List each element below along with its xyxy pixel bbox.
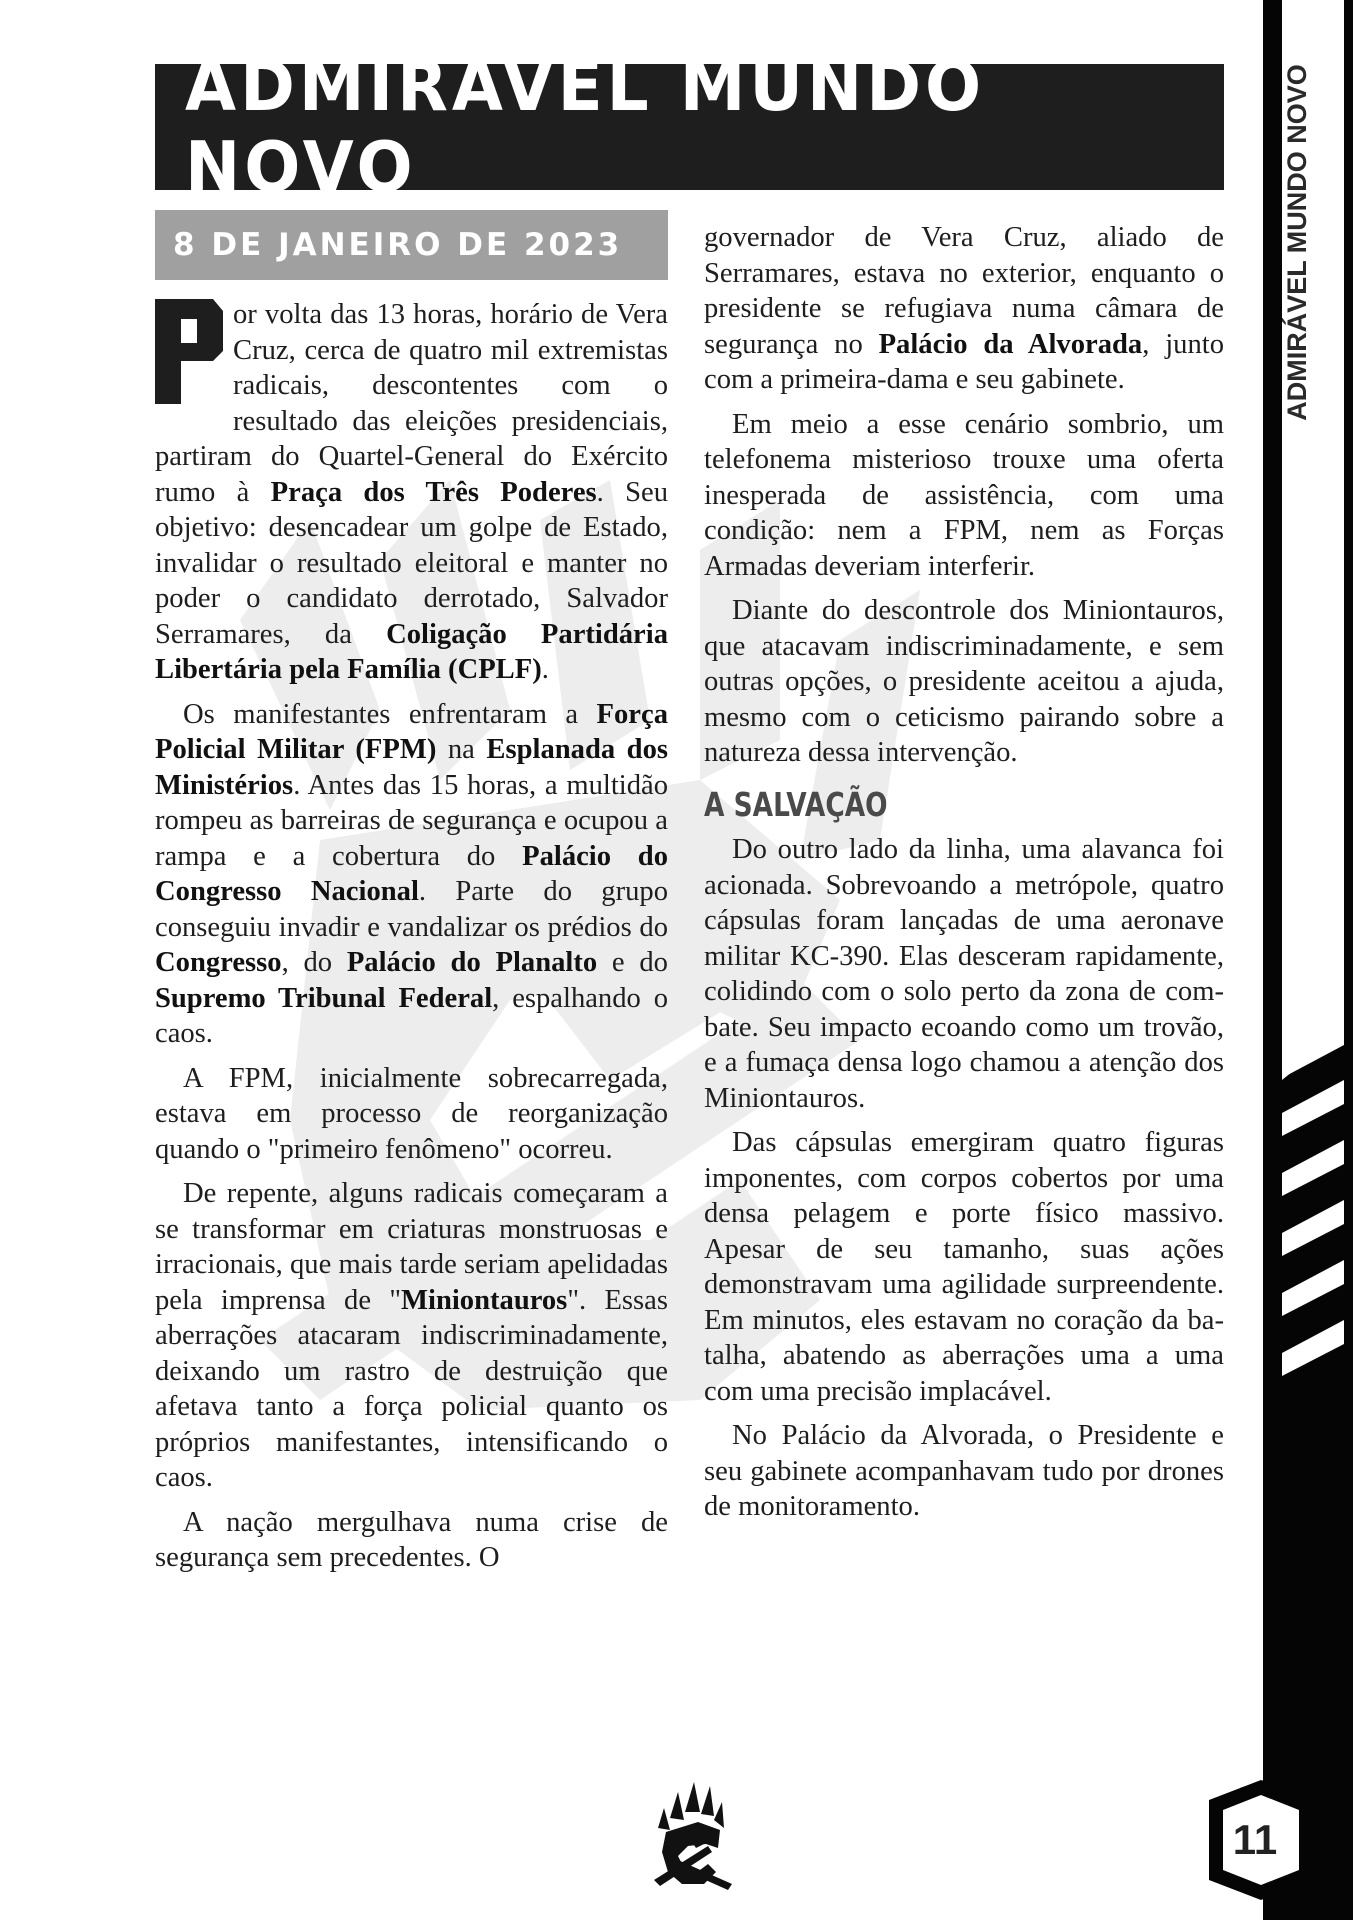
drop-cap-p-icon xyxy=(155,299,223,404)
paragraph: or volta das 13 horas, horário de Vera Cruz, cerca de quatro mil extremistas radicais, descontentes com o resultado das eleições presidenciais, partiram do Quartel-General do Exército rumo à Praça dos Três Poderes. Seu objetivo: desencadear um golpe de Estado, invalidar o resultado eleitoral e manter no poder o candidato derrotado, Salvador Serramares, da Coligação Partidária Libertária pela Família (CPLF). xyxy=(155,299,668,685)
bold-term: Palácio do Congresso Nacional xyxy=(155,840,668,907)
paragraph: No Palácio da Alvorada, o Presidente e seu gabinete acompanhavam tudo por drones de monitoramento. xyxy=(704,1420,1224,1522)
bold-term: Esplanada dos Ministérios xyxy=(155,734,668,801)
bold-term: Palácio do Planalto xyxy=(346,947,598,978)
paragraph: De repente, alguns radicais começaram a se transformar em criaturas monstruosas e irracionais, que mais tarde seriam apelidadas pela imprensa de "Miniontauros". Essas aberrações atacaram indiscriminadamente, deixando um rastro de destruição que afetava tanto a força policial quanto os próprios manifestantes, intensificando o caos. xyxy=(155,1178,668,1493)
bold-term: Miniontauros xyxy=(401,1284,568,1316)
article-column-left xyxy=(155,297,668,1585)
running-header: ADMIRÁVEL MUNDO NOVO xyxy=(1281,63,1312,421)
paragraph: governador de Vera Cruz, aliado de Serramares, estava no exterior, enquanto o presidente se refugiava numa câmara de segurança no Palácio da Alvorada, junto com a primeira-dama e seu gabinete. xyxy=(704,222,1224,395)
bold-term: Praça dos Três Poderes xyxy=(270,476,597,508)
article-column-right xyxy=(704,220,1224,1534)
header-banner xyxy=(155,46,1224,208)
bear-paw-hammer-sickle-logo-icon xyxy=(648,1780,738,1890)
paragraph: Do outro lado da linha, uma alavanca foi acionada. Sobrevoando a metrópole, quatro cápsulas foram lançadas de uma aeronave militar KC-390. Elas desceram rapidamente, colidindo com o solo perto da zona de combate. Seu impacto ecoando como um trovão, e a fumaça densa logo chamou a atenção dos Miniontauros. xyxy=(704,834,1224,1114)
paragraph: A nação mergulhava numa crise de segurança sem precedentes. O xyxy=(155,1506,668,1573)
bold-term: Força Policial Militar (FPM) xyxy=(155,698,668,765)
page-title: ADMIRÁVEL MUNDO NOVO xyxy=(185,46,986,208)
date-heading: 8 DE JANEIRO DE 2023 xyxy=(173,227,623,263)
bold-term: Palácio da Alvorada xyxy=(878,328,1143,360)
paragraph: Diante do descontrole dos Miniontauros, que atacavam indiscriminadamente, e sem outras opções, o presidente aceitou a ajuda, mesmo com o ceticismo pairando sobre a natureza dessa intervenção. xyxy=(704,595,1224,768)
paragraph: Das cápsulas emergiram quatro figuras imponentes, com corpos cobertos por uma densa pelagem e porte físico massivo. Apesar de seu tamanho, suas ações demonstravam uma agilidade surpreendente. Em minutos, eles estavam no coração da batalha, abatendo as aberrações uma a uma com uma precisão implacável. xyxy=(704,1127,1224,1407)
paragraph: Os manifestantes enfrentaram a Força Policial Militar (FPM) na Esplanada dos Ministérios. Antes das 15 horas, a multidão rompeu as barreiras de segurança e ocupou a rampa e a cobertura do Palácio do Congresso Nacional. Parte do grupo conseguiu invadir e vandalizar os prédios do Congresso, do Palácio do Planalto e do Supremo Tribunal Federal, espalhando o caos. xyxy=(155,698,668,1049)
paragraph: A FPM, inicialmente sobrecarregada, estava em processo de reorganização quando o "primeiro fenômeno" ocorreu. xyxy=(155,1062,668,1165)
bold-term: Congresso xyxy=(155,947,282,978)
bold-term: Coligação Partidária Libertária pela Família (CPLF) xyxy=(155,618,668,685)
date-banner xyxy=(155,210,668,280)
paragraph: Em meio a esse cenário sombrio, um telefonema misterioso trouxe uma oferta inesperada de assistência, com uma condição: nem a FPM, nem as Forças Armadas deveriam interferir. xyxy=(704,408,1224,582)
section-heading: A SALVAÇÃO xyxy=(704,784,888,824)
page-number: 11 xyxy=(1232,1816,1278,1863)
bold-term: Supremo Tribunal Federal xyxy=(155,982,493,1014)
